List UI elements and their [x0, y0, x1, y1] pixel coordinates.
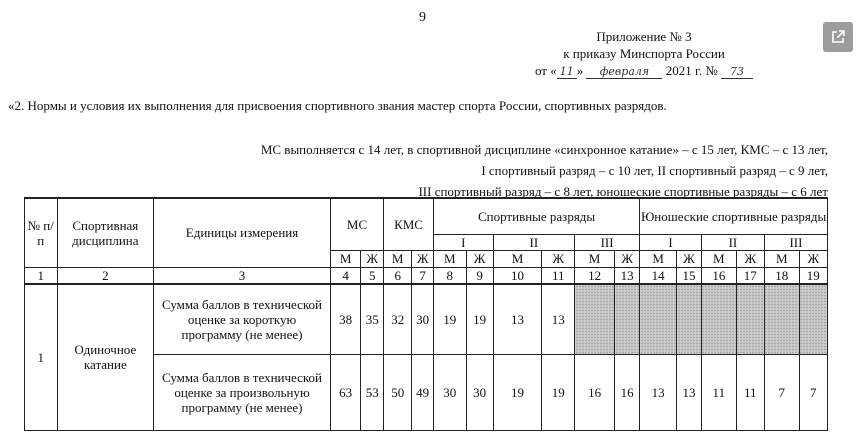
shaded-empty-cell	[575, 284, 615, 354]
header-num: № п/п	[25, 198, 58, 267]
value-cell: 35	[361, 284, 384, 354]
shaded-empty-cell	[799, 284, 827, 354]
header-sport-ranks: Спортивные разряды	[433, 198, 639, 234]
header-female: Ж	[615, 250, 640, 267]
date-prefix: от «	[534, 63, 557, 78]
header-male: М	[384, 250, 412, 267]
header-discipline: Спортивная дисциплина	[57, 198, 154, 267]
handwritten-day: 11	[557, 66, 577, 79]
column-number: 18	[764, 267, 799, 284]
header-female: Ж	[542, 250, 575, 267]
open-external-button[interactable]	[823, 22, 853, 52]
header-youth-rank-2: II	[701, 234, 764, 250]
date-mid: »	[576, 63, 584, 78]
header-male: М	[493, 250, 542, 267]
value-cell: 30	[466, 354, 493, 430]
page-number: 9	[419, 10, 426, 25]
header-male: М	[330, 250, 360, 267]
shaded-empty-cell	[701, 284, 736, 354]
value-cell: 19	[542, 354, 575, 430]
handwritten-month: февраля	[586, 66, 662, 79]
header-units: Единицы измерения	[154, 198, 331, 267]
value-cell: 13	[493, 284, 542, 354]
handwritten-number: 73	[721, 66, 753, 79]
discipline-name: Одиночное катание	[57, 284, 154, 430]
value-cell: 7	[764, 354, 799, 430]
value-cell: 38	[330, 284, 360, 354]
header-male: М	[701, 250, 736, 267]
header-female: Ж	[412, 250, 434, 267]
value-cell: 53	[361, 354, 384, 430]
value-cell: 13	[542, 284, 575, 354]
header-sport-rank-3: III	[575, 234, 640, 250]
column-number: 11	[542, 267, 575, 284]
header-kms: КМС	[384, 198, 434, 250]
column-number: 5	[361, 267, 384, 284]
age-note-line-2: I спортивный разряд – с 10 лет, II спортивный разряд – с 9 лет,	[481, 163, 828, 178]
value-cell: 13	[640, 354, 677, 430]
norms-table	[24, 197, 828, 431]
header-male: М	[575, 250, 615, 267]
column-number: 15	[677, 267, 702, 284]
header-youth-rank-3: III	[764, 234, 827, 250]
column-number: 17	[736, 267, 764, 284]
value-cell: 16	[575, 354, 615, 430]
column-number: 2	[57, 267, 154, 284]
header-male: М	[764, 250, 799, 267]
column-number: 8	[433, 267, 466, 284]
units-free-program: Сумма баллов в технической оценке за произвольную программу (не менее)	[154, 354, 331, 430]
column-number: 16	[701, 267, 736, 284]
column-number: 13	[615, 267, 640, 284]
header-female: Ж	[799, 250, 827, 267]
age-note-line-1: МС выполняется с 14 лет, в спортивной дисциплине «синхронное катание» – с 15 лет, КМС – с 13 лет,	[260, 142, 828, 157]
header-male: М	[640, 250, 677, 267]
column-number: 7	[412, 267, 434, 284]
value-cell: 11	[736, 354, 764, 430]
appendix-header	[514, 28, 774, 79]
appendix-date-line	[514, 62, 774, 79]
column-number: 4	[330, 267, 360, 284]
age-note-line-3: III спортивный разряд – с 8 лет, юношеские спортивные разряды – с 6 лет	[418, 184, 828, 199]
value-cell: 7	[799, 354, 827, 430]
column-number: 12	[575, 267, 615, 284]
column-number: 6	[384, 267, 412, 284]
appendix-order: к приказу Минспорта России	[563, 46, 725, 61]
header-youth-rank-1: I	[640, 234, 702, 250]
header-female: Ж	[361, 250, 384, 267]
header-sport-rank-2: II	[493, 234, 574, 250]
value-cell: 30	[412, 284, 434, 354]
shaded-empty-cell	[736, 284, 764, 354]
column-number: 19	[799, 267, 827, 284]
value-cell: 32	[384, 284, 412, 354]
value-cell: 11	[701, 354, 736, 430]
value-cell: 13	[677, 354, 702, 430]
header-female: Ж	[736, 250, 764, 267]
column-number: 3	[154, 267, 331, 284]
column-number: 9	[466, 267, 493, 284]
external-link-icon	[830, 29, 846, 45]
value-cell: 49	[412, 354, 434, 430]
header-female: Ж	[677, 250, 702, 267]
shaded-empty-cell	[764, 284, 799, 354]
shaded-empty-cell	[677, 284, 702, 354]
column-number: 10	[493, 267, 542, 284]
value-cell: 16	[615, 354, 640, 430]
value-cell: 19	[466, 284, 493, 354]
column-number: 1	[25, 267, 58, 284]
date-year: 2021 г. №	[665, 63, 718, 78]
header-male: М	[433, 250, 466, 267]
header-youth-ranks: Юношеские спортивные разряды	[640, 198, 828, 234]
appendix-title: Приложение № 3	[596, 29, 692, 44]
column-number: 14	[640, 267, 677, 284]
units-short-program: Сумма баллов в технической оценке за короткую программу (не менее)	[154, 284, 331, 354]
header-ms: МС	[330, 198, 383, 250]
header-sport-rank-1: I	[433, 234, 493, 250]
header-female: Ж	[466, 250, 493, 267]
value-cell: 63	[330, 354, 360, 430]
value-cell: 30	[433, 354, 466, 430]
shaded-empty-cell	[640, 284, 677, 354]
age-requirements-note	[108, 139, 828, 202]
value-cell: 19	[493, 354, 542, 430]
value-cell: 19	[433, 284, 466, 354]
shaded-empty-cell	[615, 284, 640, 354]
row-number: 1	[25, 284, 58, 430]
document-caption: «2. Нормы и условия их выполнения для присвоения спортивного звания мастер спорта России, спортивных разрядов.	[8, 98, 667, 113]
value-cell: 50	[384, 354, 412, 430]
